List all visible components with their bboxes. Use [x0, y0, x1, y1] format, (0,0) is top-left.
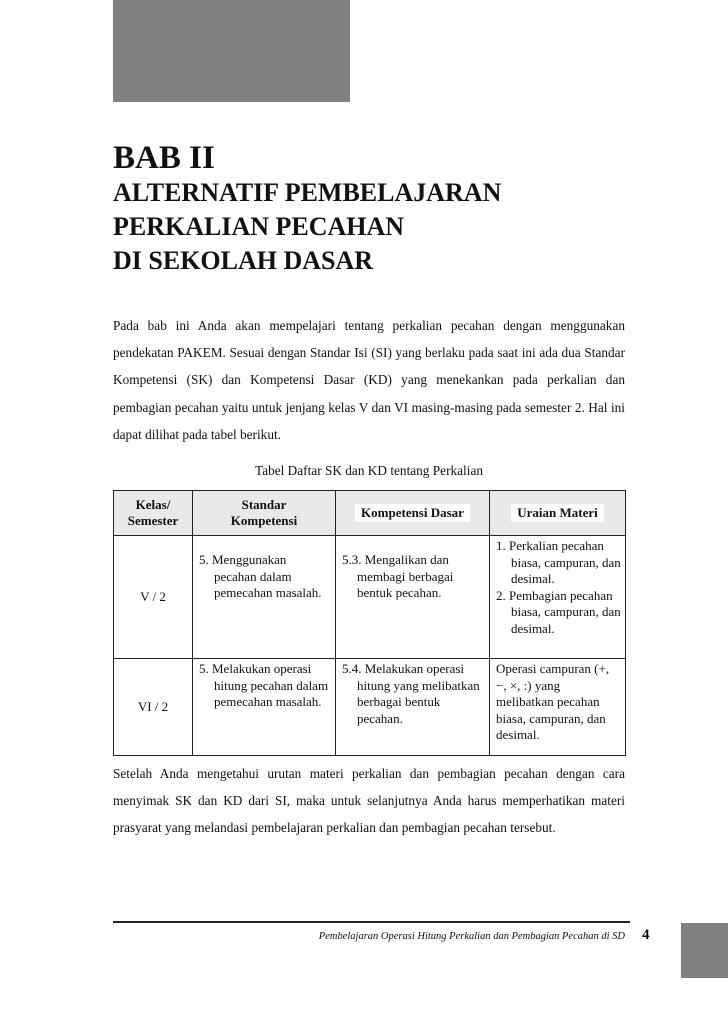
chapter-heading — [113, 140, 673, 278]
header-standar-kompetensi: Standar Kompetensi — [193, 491, 336, 536]
table-header-row — [114, 491, 626, 536]
table-caption: Tabel Daftar SK dan KD tentang Perkalian — [255, 463, 483, 478]
page-number: 4 — [642, 927, 650, 943]
footer-rule — [113, 921, 630, 923]
header-decoration-block — [113, 0, 350, 102]
chapter-title-line-2: PERKALIAN PECAHAN — [113, 212, 405, 241]
intro-paragraph: Pada bab ini Anda akan mempelajari tentang perkalian pecahan dengan menggunakan pendekatan PAKEM. Sesuai dengan Standar Isi (SI) yang berlaku pada saat ini ada dua Standar Kompetensi (SK) dan Kompetensi Dasar (KD) yang menekankan pada perkalian dan pembagian pecahan yaitu untuk jenjang kelas V dan VI masing-masing pada semester 2. Hal ini dapat dilihat pada tabel berikut. — [113, 318, 625, 442]
footer-title: Pembelajaran Operasi Hitung Perkalian dan Pembagian Pecahan di SD — [318, 931, 625, 942]
cell-kelas: V / 2 — [114, 536, 193, 659]
cell-kompetensi-dasar: 5.4. Melakukan operasi hitung yang melibatkan berbagai bentuk pecahan. — [336, 659, 490, 756]
header-kompetensi-dasar: Kompetensi Dasar — [336, 491, 490, 536]
header-kelas-semester: Kelas/ Semester — [114, 491, 193, 536]
cell-uraian-materi: Operasi campuran (+, −, ×, :) yang melibatkan pecahan biasa, campuran, dan desimal. — [490, 659, 626, 756]
cell-standar-kompetensi: 5. Menggunakan pecahan dalam pemecahan masalah. — [193, 536, 336, 659]
cell-kelas: VI / 2 — [114, 659, 193, 756]
footer-decoration-block — [681, 923, 728, 978]
closing-paragraph: Setelah Anda mengetahui urutan materi perkalian dan pembagian pecahan dengan cara menyimak SK dan KD dari SI, maka untuk selanjutnya Anda harus memperhatikan materi prasyarat yang melandasi pembelajaran perkalian dan pembagian pecahan tersebut. — [113, 766, 625, 836]
chapter-title-line-1: ALTERNATIF PEMBELAJARAN — [113, 178, 502, 207]
chapter-number: BAB II — [113, 140, 215, 176]
chapter-title-line-3: DI SEKOLAH DASAR — [113, 246, 374, 275]
cell-kompetensi-dasar: 5.3. Mengalikan dan membagi berbagai bentuk pecahan. — [336, 536, 490, 659]
table-row — [114, 659, 626, 756]
table-row — [114, 536, 626, 659]
header-uraian-materi: Uraian Materi — [490, 491, 626, 536]
cell-uraian-materi: 1. Perkalian pecahan biasa, campuran, dan desimal. 2. Pembagian pecahan biasa, campuran, dan desimal. — [490, 536, 626, 659]
sk-kd-table — [113, 490, 626, 756]
cell-standar-kompetensi: 5. Melakukan operasi hitung pecahan dalam pemecahan masalah. — [193, 659, 336, 756]
